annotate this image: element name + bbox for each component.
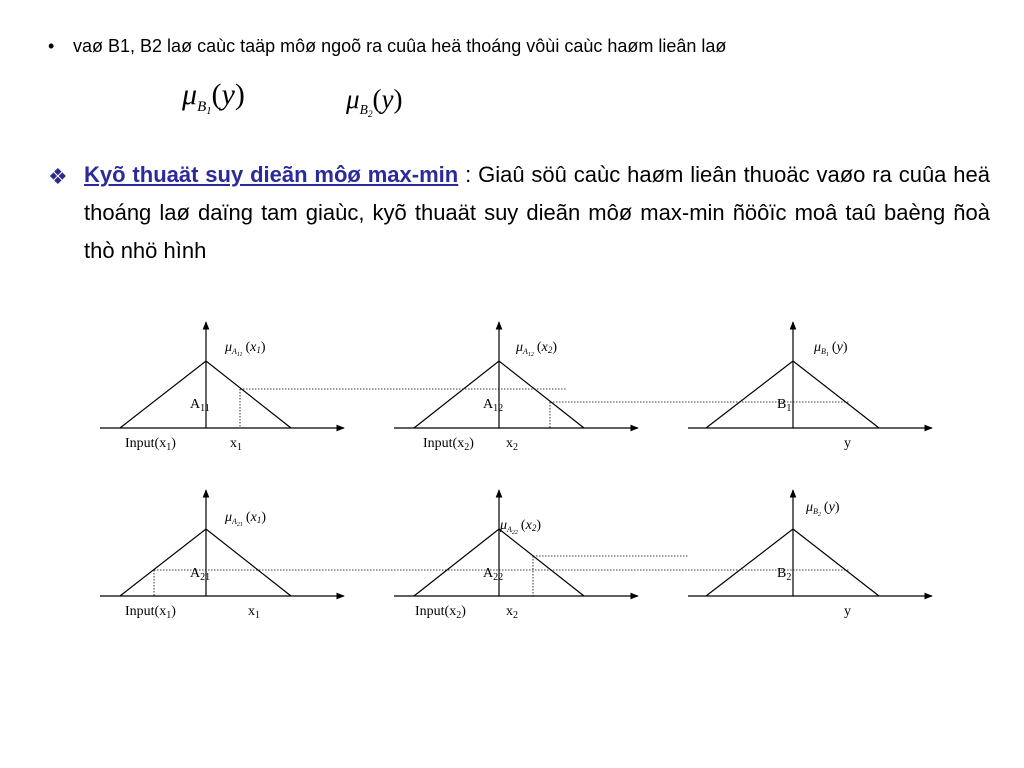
x2-axis-label-row2: $x_2$ xyxy=(506,604,518,621)
y-axis-label-row2: y xyxy=(844,604,851,619)
input-x2-label-row2: $Input(x_2)$ xyxy=(415,604,466,621)
paren-open: ( xyxy=(372,84,382,114)
label-a21: $A_{21}$ xyxy=(190,566,211,583)
paren-open: ( xyxy=(211,78,222,111)
paragraph-rest: : Giaû söû caùc haøm lieân thuoäc vaøo ra cuûa heä thoáng laø daïng tam giaùc, kyõ thuaät suy dieãn môø max-min ñöôïc moâ taû baèng ñoà thò nhö hình xyxy=(84,162,990,263)
mu-var: y xyxy=(221,78,235,111)
label-a11: $A_{11}$ xyxy=(190,397,210,414)
mu-index: 2 xyxy=(367,109,373,120)
y-axis-label: y xyxy=(844,436,851,451)
label-a22: $A_{22}$ xyxy=(483,566,504,583)
keyword-link[interactable]: Kyõ thuaät suy dieãn môø max-min xyxy=(84,162,459,187)
label-b2: $B_2$ xyxy=(777,566,792,583)
mu-base: B xyxy=(359,102,368,118)
label-a12: $A_{12}$ xyxy=(483,397,504,414)
mu-base: B xyxy=(197,98,207,115)
input-x1-label-row2: $Input(x_1)$ xyxy=(125,604,176,621)
bullet-marker: • xyxy=(48,36,55,56)
mu-a21-label: $\mu_A21$ (x1) xyxy=(225,510,266,528)
mu-a12-label: $\mu_A12$ (x2) xyxy=(516,340,557,358)
label-b1: $B_1$ xyxy=(777,397,792,414)
paren-close: ) xyxy=(393,84,403,114)
x1-axis-label: $x_1$ xyxy=(230,436,242,453)
paren-close: ) xyxy=(234,78,245,111)
mu-symbol: μ xyxy=(346,84,360,114)
mu-var: y xyxy=(381,84,394,114)
x2-axis-label: $x_2$ xyxy=(506,436,518,453)
mu-b2-label: $\mu_B2$ (y) xyxy=(806,500,840,518)
mu-a11-label: $\mu_A11$ (x1) xyxy=(225,340,266,358)
input-x2-label: $Input(x_2)$ xyxy=(423,436,474,453)
mu-a22-label: $\mu_A22$ (x2) xyxy=(500,518,541,536)
mu-b1-label: $\mu_B1$ (y) xyxy=(814,340,848,358)
x1-axis-label-row2: $x_1$ xyxy=(248,604,260,621)
input-x1-label: $Input(x_1)$ xyxy=(125,436,176,453)
bullet-text: vaø B1, B2 laø caùc taäp môø ngoõ ra cuûa heä thoáng vôùi caùc haøm lieân laø xyxy=(73,36,727,56)
diamond-bullet-icon: ❖ xyxy=(48,164,68,189)
mu-index: 1 xyxy=(206,105,212,117)
mu-symbol: μ xyxy=(182,78,198,111)
